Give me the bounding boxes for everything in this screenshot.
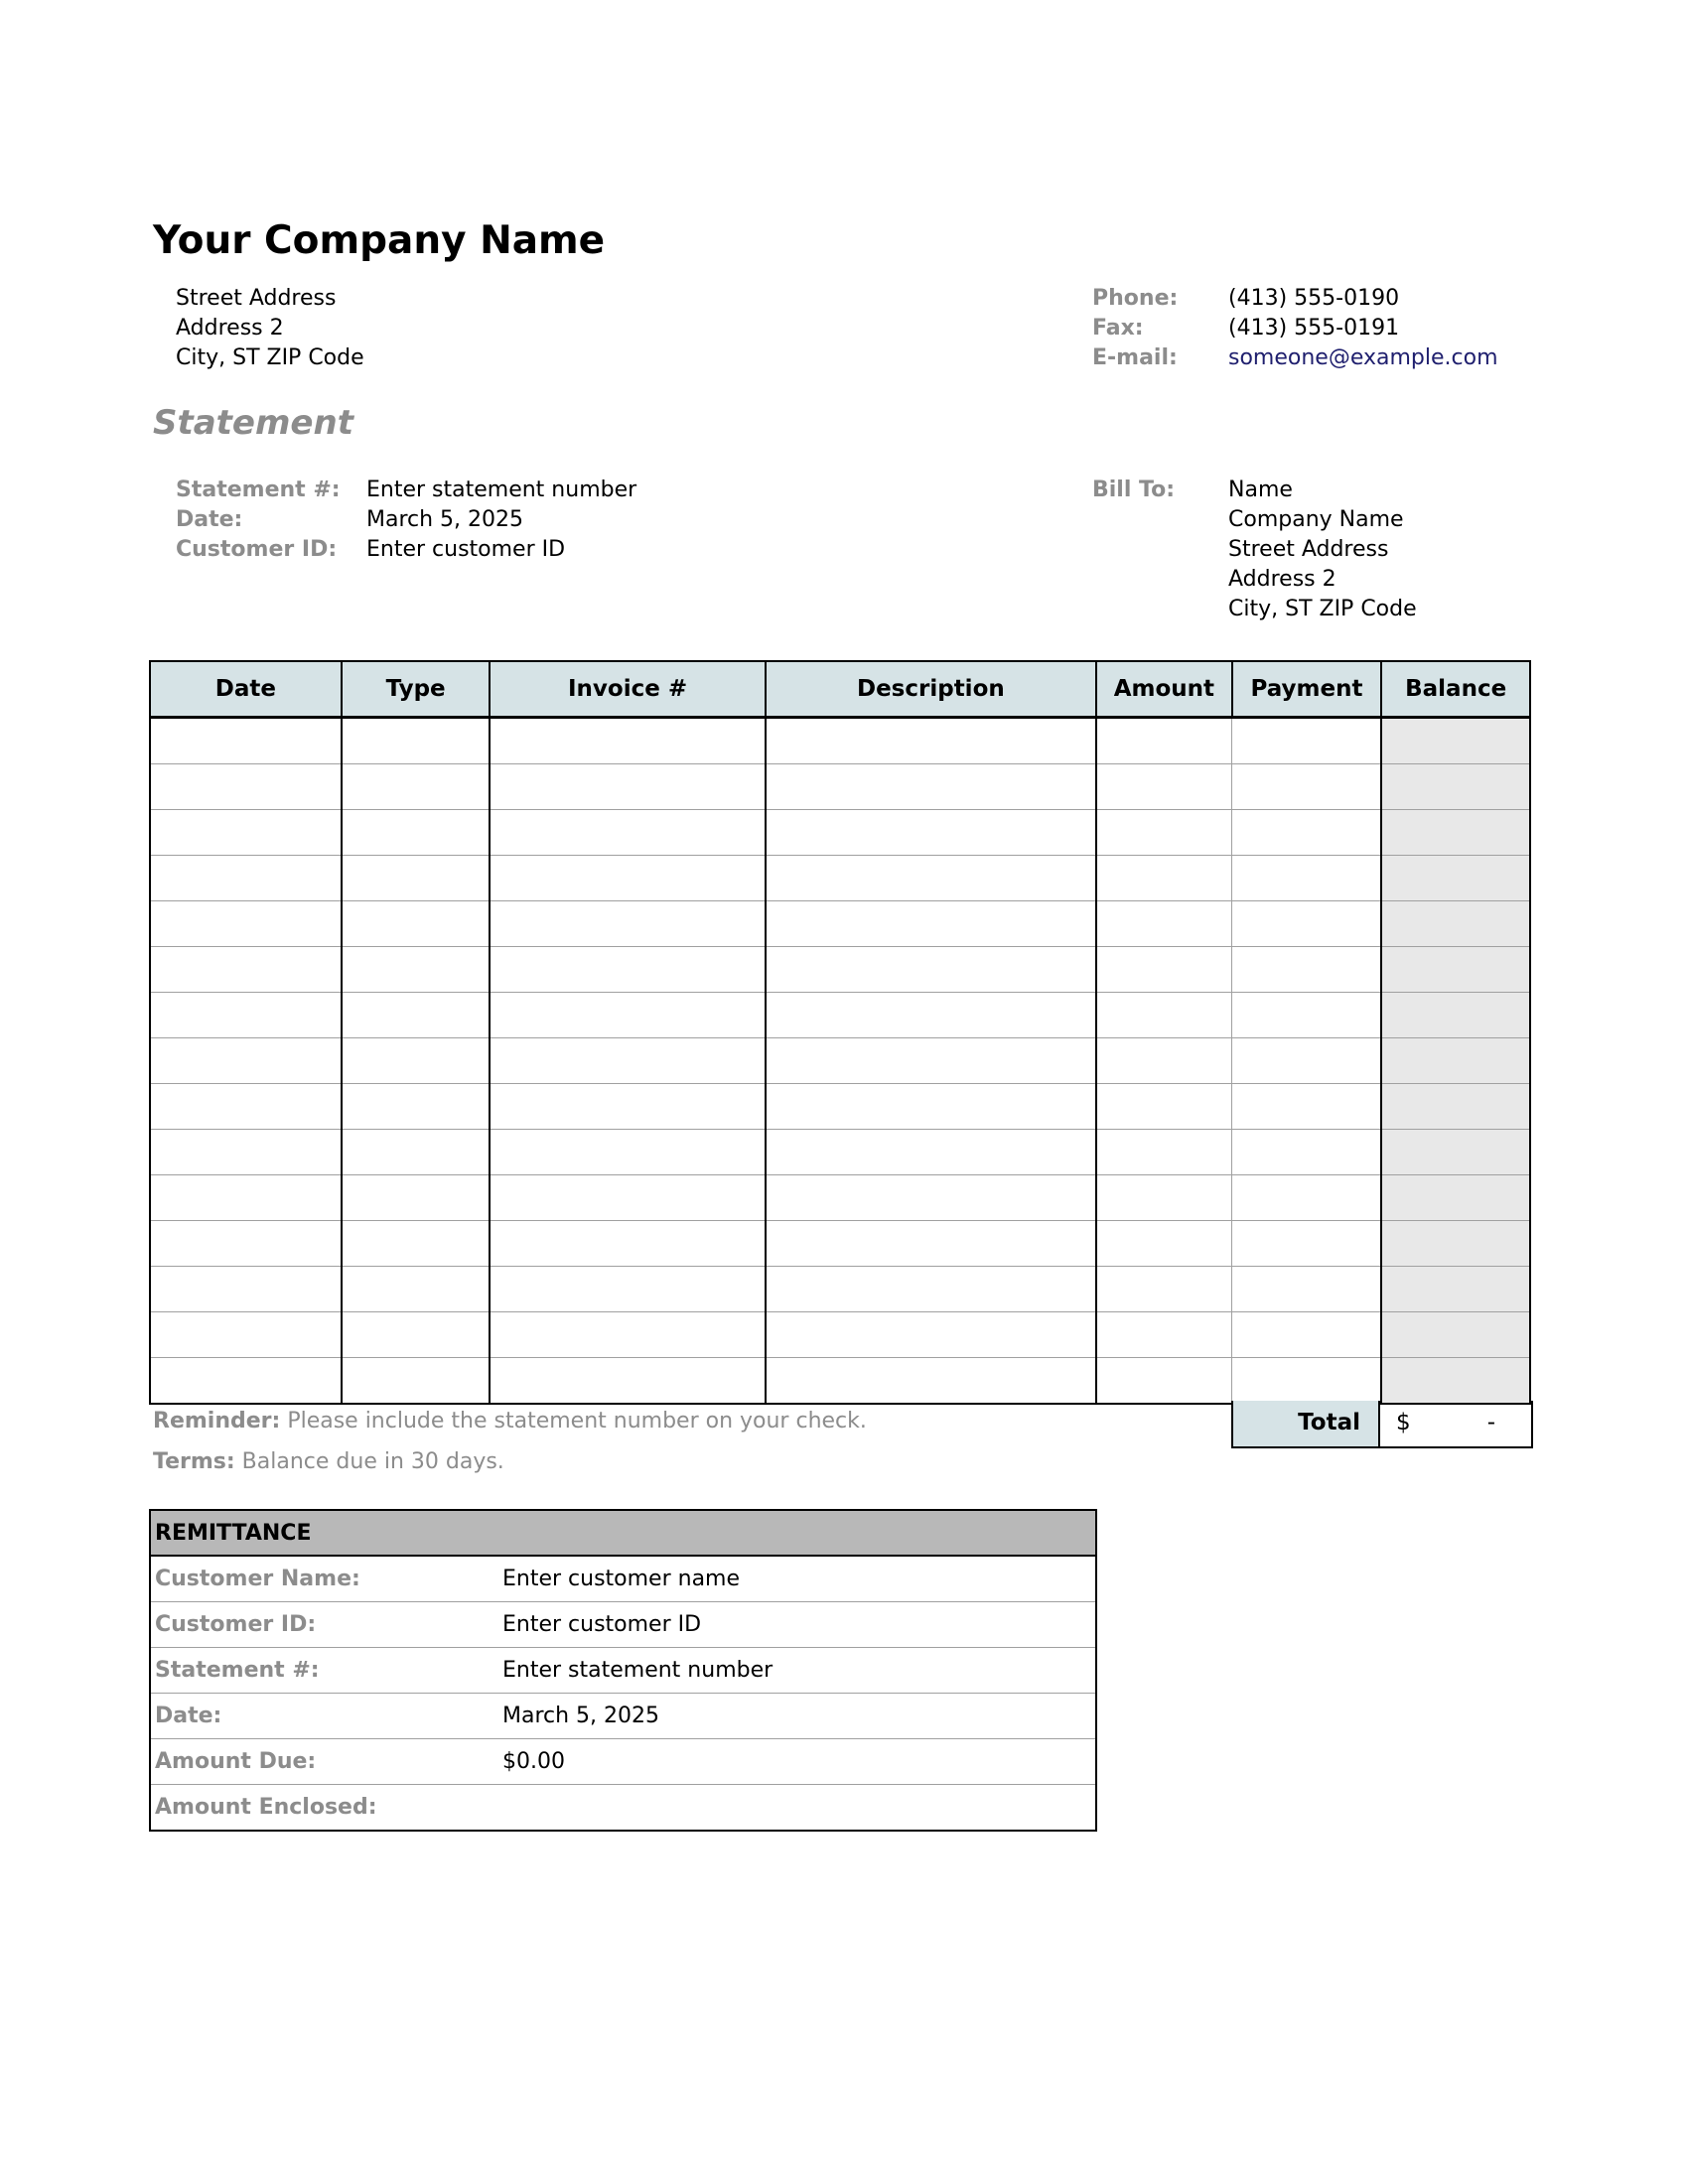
table-row xyxy=(150,718,1530,764)
address-line: Street Address xyxy=(176,286,337,311)
cell-description[interactable] xyxy=(766,718,1096,764)
cell-amount[interactable] xyxy=(1096,1267,1232,1312)
cell-payment[interactable] xyxy=(1232,1358,1382,1405)
cell-amount[interactable] xyxy=(1096,1312,1232,1358)
cell-description[interactable] xyxy=(766,1358,1096,1405)
cell-balance[interactable] xyxy=(1381,947,1530,993)
remittance-amount-due-field[interactable]: $0.00 xyxy=(498,1739,1096,1785)
cell-date[interactable] xyxy=(150,810,342,856)
cell-invoice[interactable] xyxy=(490,810,765,856)
cell-balance[interactable] xyxy=(1381,993,1530,1038)
cell-date[interactable] xyxy=(150,1221,342,1267)
cell-date[interactable] xyxy=(150,1312,342,1358)
statement-number-field[interactable]: Enter statement number xyxy=(366,478,637,502)
table-row xyxy=(150,947,1530,993)
customer-id-label: Customer ID: xyxy=(176,537,338,562)
cell-date[interactable] xyxy=(150,901,342,947)
column-header-date: Date xyxy=(150,661,342,718)
column-header-amount: Amount xyxy=(1096,661,1232,718)
cell-description[interactable] xyxy=(766,764,1096,810)
cell-invoice[interactable] xyxy=(490,1312,765,1358)
cell-description[interactable] xyxy=(766,1312,1096,1358)
total-amount: - xyxy=(1486,1410,1495,1435)
statement-date-field[interactable]: March 5, 2025 xyxy=(366,507,524,532)
cell-balance[interactable] xyxy=(1381,810,1530,856)
cell-invoice[interactable] xyxy=(490,1084,765,1130)
remittance-label: Customer ID: xyxy=(150,1602,498,1648)
bill-to-line[interactable]: Street Address xyxy=(1228,537,1389,562)
cell-balance[interactable] xyxy=(1381,1038,1530,1084)
bill-to-label: Bill To: xyxy=(1092,478,1176,502)
cell-type[interactable] xyxy=(342,1312,491,1358)
remittance-row xyxy=(150,1694,1096,1739)
column-header-balance: Balance xyxy=(1381,661,1530,718)
cell-payment[interactable] xyxy=(1232,1038,1382,1084)
cell-amount[interactable] xyxy=(1096,1358,1232,1405)
statement-title: Statement xyxy=(153,403,353,443)
cell-payment[interactable] xyxy=(1232,993,1382,1038)
cell-balance[interactable] xyxy=(1381,1221,1530,1267)
remittance-amount-enclosed-field[interactable] xyxy=(498,1785,1096,1832)
company-address xyxy=(176,284,364,373)
cell-date[interactable] xyxy=(150,1130,342,1175)
total-box xyxy=(1231,1401,1533,1448)
table-row xyxy=(150,1084,1530,1130)
cell-description[interactable] xyxy=(766,901,1096,947)
terms-text: Balance due in 30 days. xyxy=(241,1449,504,1474)
fax-label: Fax: xyxy=(1092,316,1144,341)
cell-description[interactable] xyxy=(766,1175,1096,1221)
terms-label: Terms: xyxy=(153,1449,235,1474)
email-link[interactable]: someone@example.com xyxy=(1228,345,1498,370)
statement-labels xyxy=(176,476,341,565)
contact-labels xyxy=(1092,284,1178,373)
table-row xyxy=(150,1312,1530,1358)
cell-amount[interactable] xyxy=(1096,1221,1232,1267)
cell-date[interactable] xyxy=(150,856,342,901)
statement-values xyxy=(366,476,636,565)
cell-amount[interactable] xyxy=(1096,1084,1232,1130)
cell-payment[interactable] xyxy=(1232,1312,1382,1358)
cell-invoice[interactable] xyxy=(490,1175,765,1221)
remittance-label: Amount Enclosed: xyxy=(155,1795,377,1820)
column-header-payment: Payment xyxy=(1232,661,1382,718)
cell-date[interactable] xyxy=(150,1267,342,1312)
table-header-row xyxy=(150,661,1530,718)
cell-payment[interactable] xyxy=(1232,1221,1382,1267)
bill-to-block xyxy=(1228,476,1417,624)
remittance-table xyxy=(149,1509,1097,1832)
statement-table xyxy=(149,660,1531,1405)
phone-label: Phone: xyxy=(1092,286,1179,311)
cell-payment[interactable] xyxy=(1232,947,1382,993)
cell-type[interactable] xyxy=(342,1038,491,1084)
cell-invoice[interactable] xyxy=(490,993,765,1038)
cell-date[interactable] xyxy=(150,718,342,764)
cell-balance[interactable] xyxy=(1381,856,1530,901)
cell-balance[interactable] xyxy=(1381,1358,1530,1405)
cell-balance[interactable] xyxy=(1381,1130,1530,1175)
remittance-title: REMITTANCE xyxy=(150,1510,1096,1556)
cell-type[interactable] xyxy=(342,1130,491,1175)
cell-payment[interactable] xyxy=(1232,1175,1382,1221)
cell-description[interactable] xyxy=(766,1038,1096,1084)
table-row xyxy=(150,1267,1530,1312)
cell-type[interactable] xyxy=(342,1084,491,1130)
cell-type[interactable] xyxy=(342,947,491,993)
reminder-text: Please include the statement number on your check. xyxy=(287,1409,867,1433)
address-line: Address 2 xyxy=(176,316,284,341)
cell-amount[interactable] xyxy=(1096,947,1232,993)
cell-invoice[interactable] xyxy=(490,1358,765,1405)
cell-balance[interactable] xyxy=(1381,901,1530,947)
remittance-statement-number-field[interactable]: Enter statement number xyxy=(498,1648,1096,1694)
table-row xyxy=(150,1221,1530,1267)
cell-date[interactable] xyxy=(150,1358,342,1405)
cell-amount[interactable] xyxy=(1096,1130,1232,1175)
cell-amount[interactable] xyxy=(1096,1175,1232,1221)
cell-balance[interactable] xyxy=(1381,718,1530,764)
cell-balance[interactable] xyxy=(1381,764,1530,810)
bill-to-line[interactable]: Company Name xyxy=(1228,507,1404,532)
table-row xyxy=(150,1130,1530,1175)
bill-to-line[interactable]: Address 2 xyxy=(1228,567,1336,592)
company-name: Your Company Name xyxy=(153,218,606,263)
table-row xyxy=(150,1175,1530,1221)
total-value xyxy=(1380,1401,1531,1446)
cell-invoice[interactable] xyxy=(490,718,765,764)
cell-amount[interactable] xyxy=(1096,1038,1232,1084)
cell-amount[interactable] xyxy=(1096,901,1232,947)
cell-type[interactable] xyxy=(342,993,491,1038)
cell-balance[interactable] xyxy=(1381,1084,1530,1130)
total-currency: $ xyxy=(1396,1410,1411,1435)
cell-type[interactable] xyxy=(342,856,491,901)
cell-type[interactable] xyxy=(342,901,491,947)
cell-invoice[interactable] xyxy=(490,1130,765,1175)
cell-type[interactable] xyxy=(342,1221,491,1267)
cell-payment[interactable] xyxy=(1232,810,1382,856)
cell-date[interactable] xyxy=(150,993,342,1038)
contact-values xyxy=(1228,284,1498,373)
cell-description[interactable] xyxy=(766,993,1096,1038)
cell-date[interactable] xyxy=(150,1038,342,1084)
table-row xyxy=(150,993,1530,1038)
cell-type[interactable] xyxy=(342,810,491,856)
remittance-label: Statement #: xyxy=(150,1648,498,1694)
cell-invoice[interactable] xyxy=(490,1267,765,1312)
remittance-row xyxy=(150,1602,1096,1648)
cell-payment[interactable] xyxy=(1232,1130,1382,1175)
column-header-invoice: Invoice # xyxy=(490,661,765,718)
cell-amount[interactable] xyxy=(1096,764,1232,810)
remittance-label: Date: xyxy=(150,1694,498,1739)
table-body xyxy=(150,718,1530,1405)
cell-description[interactable] xyxy=(766,856,1096,901)
terms-note xyxy=(153,1447,504,1477)
cell-date[interactable] xyxy=(150,764,342,810)
cell-payment[interactable] xyxy=(1232,856,1382,901)
cell-description[interactable] xyxy=(766,947,1096,993)
cell-invoice[interactable] xyxy=(490,947,765,993)
phone-value: (413) 555-0190 xyxy=(1228,286,1400,311)
table-row xyxy=(150,856,1530,901)
cell-description[interactable] xyxy=(766,810,1096,856)
cell-invoice[interactable] xyxy=(490,856,765,901)
table-row xyxy=(150,810,1530,856)
cell-type[interactable] xyxy=(342,764,491,810)
cell-balance[interactable] xyxy=(1381,1312,1530,1358)
cell-description[interactable] xyxy=(766,1221,1096,1267)
cell-payment[interactable] xyxy=(1232,1084,1382,1130)
cell-amount[interactable] xyxy=(1096,810,1232,856)
column-header-description: Description xyxy=(766,661,1096,718)
table-row xyxy=(150,1038,1530,1084)
bill-to-line[interactable]: Name xyxy=(1228,478,1293,502)
cell-invoice[interactable] xyxy=(490,1221,765,1267)
cell-balance[interactable] xyxy=(1381,1175,1530,1221)
cell-invoice[interactable] xyxy=(490,901,765,947)
address-line: City, ST ZIP Code xyxy=(176,345,364,370)
column-header-type: Type xyxy=(342,661,491,718)
email-label: E-mail: xyxy=(1092,345,1178,370)
statement-date-label: Date: xyxy=(176,507,243,532)
remittance-customer-id-field[interactable]: Enter customer ID xyxy=(498,1602,1096,1648)
cell-amount[interactable] xyxy=(1096,718,1232,764)
remittance-date-field[interactable]: March 5, 2025 xyxy=(498,1694,1096,1739)
cell-payment[interactable] xyxy=(1232,764,1382,810)
cell-invoice[interactable] xyxy=(490,1038,765,1084)
cell-amount[interactable] xyxy=(1096,993,1232,1038)
remittance-row xyxy=(150,1556,1096,1602)
reminder-note xyxy=(153,1407,867,1436)
table-row xyxy=(150,901,1530,947)
table-row xyxy=(150,1358,1530,1405)
cell-payment[interactable] xyxy=(1232,1267,1382,1312)
cell-invoice[interactable] xyxy=(490,764,765,810)
cell-payment[interactable] xyxy=(1232,901,1382,947)
fax-value: (413) 555-0191 xyxy=(1228,316,1400,341)
remittance-row xyxy=(150,1739,1096,1785)
remittance-label: Amount Due: xyxy=(150,1739,498,1785)
remittance-row xyxy=(150,1785,1096,1832)
cell-date[interactable] xyxy=(150,1084,342,1130)
cell-description[interactable] xyxy=(766,1130,1096,1175)
statement-number-label: Statement #: xyxy=(176,478,341,502)
remittance-row xyxy=(150,1648,1096,1694)
cell-type[interactable] xyxy=(342,718,491,764)
cell-date[interactable] xyxy=(150,947,342,993)
cell-type[interactable] xyxy=(342,1267,491,1312)
remittance-customer-name-field[interactable]: Enter customer name xyxy=(498,1556,1096,1602)
customer-id-field[interactable]: Enter customer ID xyxy=(366,537,566,562)
cell-amount[interactable] xyxy=(1096,856,1232,901)
total-label: Total xyxy=(1233,1401,1380,1446)
cell-type[interactable] xyxy=(342,1175,491,1221)
cell-balance[interactable] xyxy=(1381,1267,1530,1312)
bill-to-line[interactable]: City, ST ZIP Code xyxy=(1228,597,1417,621)
remittance-label: Customer Name: xyxy=(150,1556,498,1602)
cell-description[interactable] xyxy=(766,1267,1096,1312)
cell-description[interactable] xyxy=(766,1084,1096,1130)
cell-payment[interactable] xyxy=(1232,718,1382,764)
table-row xyxy=(150,764,1530,810)
cell-date[interactable] xyxy=(150,1175,342,1221)
reminder-label: Reminder: xyxy=(153,1409,281,1433)
cell-type[interactable] xyxy=(342,1358,491,1405)
